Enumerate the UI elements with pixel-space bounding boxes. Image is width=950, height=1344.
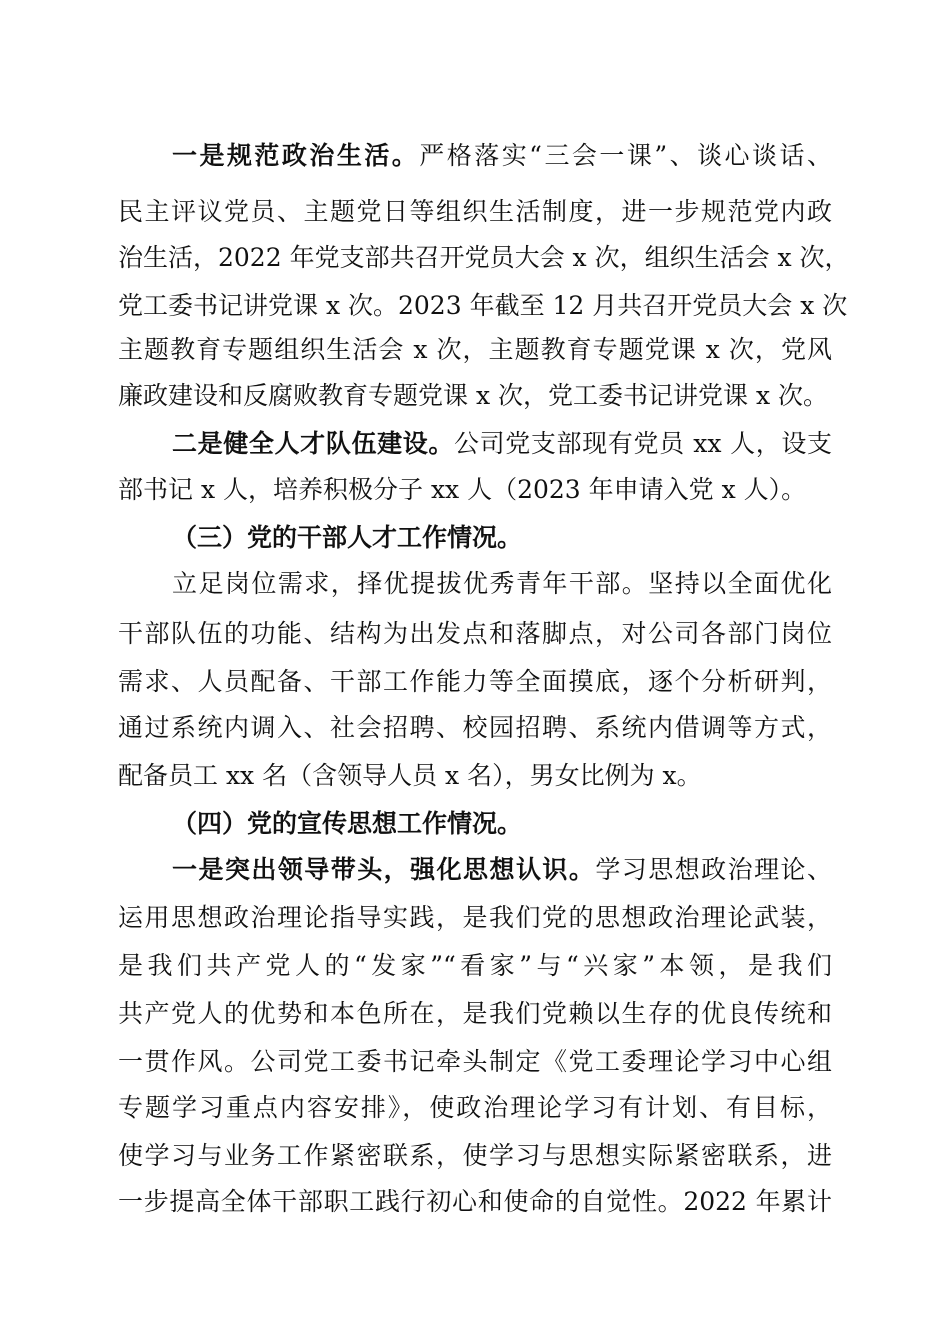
body-text: 民主评议党员、主题党日等组织生活制度，进一步规范党内政 <box>118 197 832 226</box>
line-text <box>172 128 832 184</box>
bold-lead-text: （四）党的宣传思想工作情况。 <box>172 809 523 838</box>
paragraph-line <box>0 128 950 184</box>
body-text: 专题学习重点内容安排》，使政治理论学习有计划、有目标， <box>118 1093 832 1122</box>
bold-lead-text: 一是突出领导带头，强化思想认识。 <box>172 855 596 884</box>
body-text: 一贯作风。公司党工委书记牵头制定《党工委理论学习中心组 <box>118 1047 832 1076</box>
bold-lead-text: 二是健全人才队伍建设。 <box>172 429 454 458</box>
body-text: 一步提高全体干部职工践行初心和使命的自觉性。2022 年累计 <box>118 1187 832 1216</box>
body-text: 立足岗位需求，择优提拔优秀青年干部。坚持以全面优化 <box>172 569 832 598</box>
bold-lead-text: （三）党的干部人才工作情况。 <box>172 523 523 552</box>
body-text: 廉政建设和反腐败教育专题党课 x 次，党工委书记讲党课 x 次。 <box>118 381 828 410</box>
body-text: 使学习与业务工作紧密联系，使学习与思想实际紧密联系，进 <box>118 1141 832 1170</box>
body-text: 公司党支部现有党员 xx 人，设支 <box>454 429 832 458</box>
body-text: 需求、人员配备、干部工作能力等全面摸底，逐个分析研判， <box>118 667 832 696</box>
paragraph-line <box>0 556 950 612</box>
bold-lead-text: 一是规范政治生活。 <box>172 141 420 170</box>
body-text: 配备员工 xx 名（含领导人员 x 名），男女比例为 x。 <box>118 761 702 790</box>
body-text: 通过系统内调入、社会招聘、校园招聘、系统内借调等方式， <box>118 713 832 742</box>
body-text: 主题教育专题组织生活会 x 次，主题教育专题党课 x 次，党风 <box>118 335 832 364</box>
body-text: 是我们共产党人的“发家”“看家”与“兴家”本领，是我们 <box>118 951 832 980</box>
line-text <box>172 556 832 612</box>
body-text: 部书记 x 人，培养积极分子 xx 人（2023 年申请入党 x 人）。 <box>118 475 807 504</box>
body-text: 治生活，2022 年党支部共召开党员大会 x 次，组织生活会 x 次， <box>118 243 850 272</box>
body-text: 学习思想政治理论、 <box>595 855 832 884</box>
body-text: 干部队伍的功能、结构为出发点和落脚点，对公司各部门岗位 <box>118 619 832 648</box>
body-text: 严格落实“三会一课”、谈心谈话、 <box>419 141 832 170</box>
body-text: 党工委书记讲党课 x 次。2023 年截至 12 月共召开党员大会 x 次 <box>118 291 848 320</box>
body-text: 运用思想政治理论指导实践，是我们党的思想政治理论武装， <box>118 903 832 932</box>
paragraph-line <box>0 1174 950 1230</box>
line-text <box>118 1174 832 1230</box>
body-text: 共产党人的优势和本色所在，是我们党赖以生存的优良传统和 <box>118 999 832 1028</box>
